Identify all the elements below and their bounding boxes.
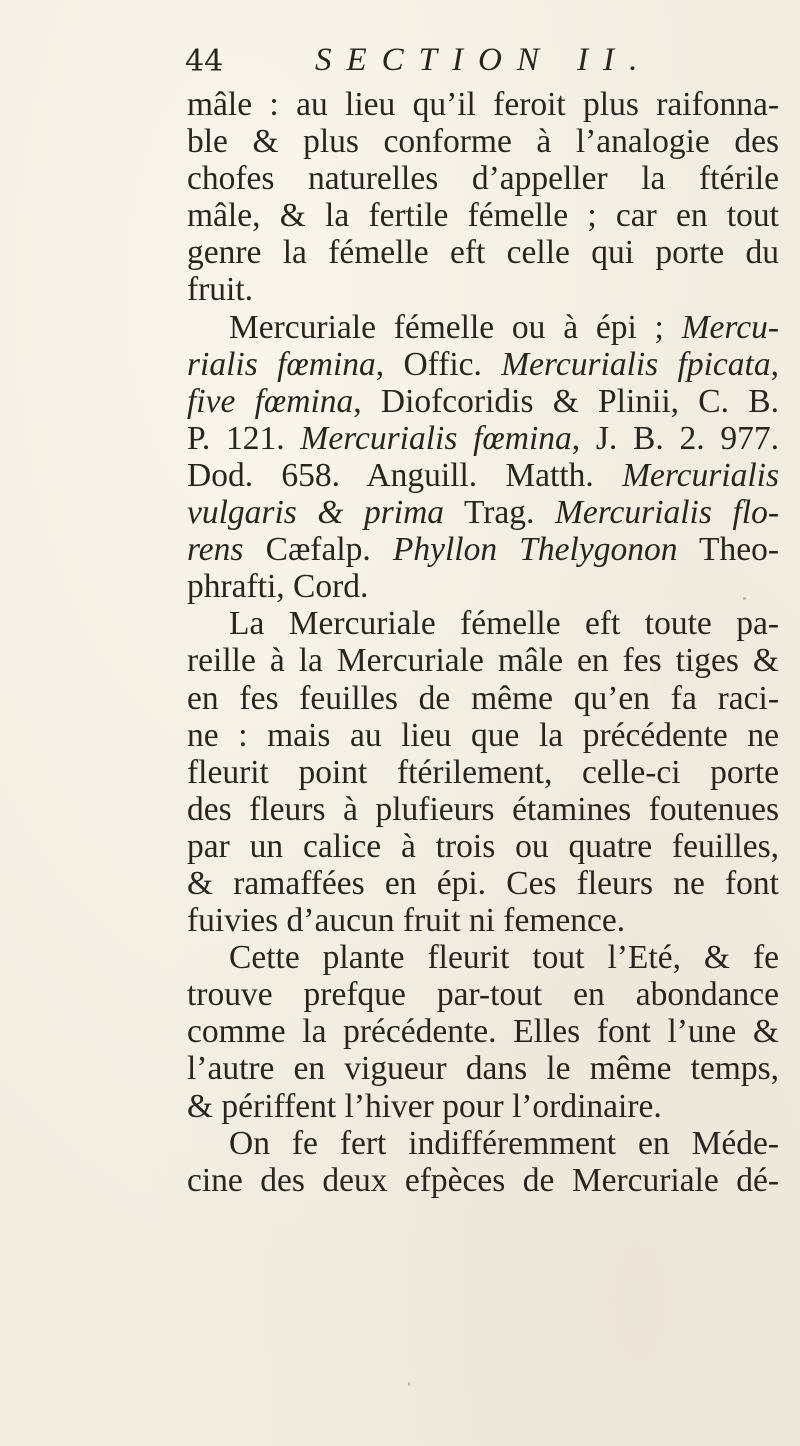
text-segment: des fleurs à plufieurs étamines foutenues (187, 790, 779, 828)
text-line (187, 531, 779, 568)
text-segment: Cette plante fleurit tout l’Eté, & fe (229, 939, 779, 977)
text-line (187, 939, 779, 976)
paper-speck (743, 597, 746, 600)
paper-speck (408, 1382, 410, 1386)
text-segment: fleurit point ftérilement, celle-ci porte (187, 753, 779, 791)
italic-text: rens (187, 531, 244, 569)
text-line (187, 1088, 779, 1125)
running-head: SECTION II. (315, 42, 653, 78)
italic-text: Mercurialis fœmina (300, 419, 572, 457)
text-line (187, 197, 779, 234)
text-line (187, 1013, 779, 1050)
text-line (187, 271, 779, 308)
text-segment: mâle, & la fertile fémelle ; car en tout (187, 197, 779, 235)
text-segment: Trag. (444, 494, 555, 532)
text-segment: en fes feuilles de même qu’en fa raci- (187, 679, 779, 717)
text-line (187, 717, 779, 754)
body-text (187, 86, 779, 1199)
italic-text: rialis fœmina (187, 345, 376, 383)
text-segment: Mercuriale fémelle ou à épi ; (229, 308, 682, 346)
text-line (187, 160, 779, 197)
text-line (187, 605, 779, 642)
text-segment: fruit. (187, 271, 254, 309)
text-segment: fuivies d’aucun fruit ni femence. (187, 902, 626, 940)
text-line (187, 865, 779, 902)
text-segment: Cæfalp. (243, 531, 393, 569)
text-line (187, 1050, 779, 1087)
text-line (187, 420, 779, 457)
text-segment: phrafti, Cord. (187, 568, 369, 606)
text-segment: chofes naturelles d’appeller la ftérile (187, 160, 779, 198)
text-line (187, 234, 779, 271)
text-segment: trouve prefque par-tout en abondance (187, 976, 779, 1014)
text-line (187, 791, 779, 828)
italic-text: five fœmina (187, 382, 354, 420)
text-segment: mâle : au lieu qu’il feroit plus raifonna- (187, 86, 779, 123)
text-segment: comme la précédente. Elles font l’une & (187, 1013, 779, 1051)
text-line (187, 902, 779, 939)
text-line (187, 1125, 779, 1162)
italic-text: vulgaris & prima (187, 494, 445, 532)
text-segment: cine des deux efpèces de Mercuriale dé- (187, 1161, 779, 1199)
text-line (187, 754, 779, 791)
text-segment: ble & plus conforme à l’analogie des (187, 123, 779, 161)
text-line (187, 309, 779, 346)
italic-text: Mercurialis (622, 456, 779, 494)
text-segment: reille à la Mercuriale mâle en fes tiges & (187, 642, 779, 680)
text-line (187, 568, 779, 605)
text-line (187, 642, 779, 679)
text-line (187, 346, 779, 383)
text-segment: , J. B. 2. 977. (571, 419, 780, 457)
italic-text: Mercurialis flo- (554, 494, 779, 532)
italic-text: Mercurialis fpicata (501, 345, 771, 383)
page-number: 44 (185, 44, 224, 79)
text-line (187, 383, 779, 420)
page-header (185, 40, 785, 80)
text-line (187, 680, 779, 717)
text-line (187, 494, 779, 531)
text-line (187, 1162, 779, 1199)
text-segment: Dod. 658. Anguill. Matth. (187, 456, 623, 494)
text-segment: , (770, 345, 779, 383)
text-line (187, 976, 779, 1013)
italic-text: Phyllon Thelygonon (392, 531, 678, 569)
text-segment: Theo- (677, 531, 779, 569)
text-line (187, 86, 779, 123)
text-line (187, 828, 779, 865)
text-segment: & périffent l’hiver pour l’ordinaire. (187, 1087, 662, 1125)
text-line (187, 123, 779, 160)
text-segment: La Mercuriale fémelle eft toute pa- (229, 605, 779, 643)
italic-text: Mercu- (681, 308, 779, 346)
text-segment: par un calice à trois ou quatre feuilles, (187, 827, 779, 865)
text-segment: On fe fert indifféremment en Méde- (229, 1124, 779, 1162)
text-segment: ne : mais au lieu que la précédente ne (187, 716, 779, 754)
text-segment: P. 121. (187, 419, 301, 457)
text-segment: , Diofcoridis & Plinii, C. B. (353, 382, 779, 420)
text-line (187, 457, 779, 494)
text-segment: , Offic. (375, 345, 502, 383)
text-segment: l’autre en vigueur dans le même temps, (187, 1050, 779, 1088)
text-segment: genre la fémelle eft celle qui porte du (187, 234, 779, 272)
text-segment: & ramaffées en épi. Ces fleurs ne font (187, 864, 779, 902)
